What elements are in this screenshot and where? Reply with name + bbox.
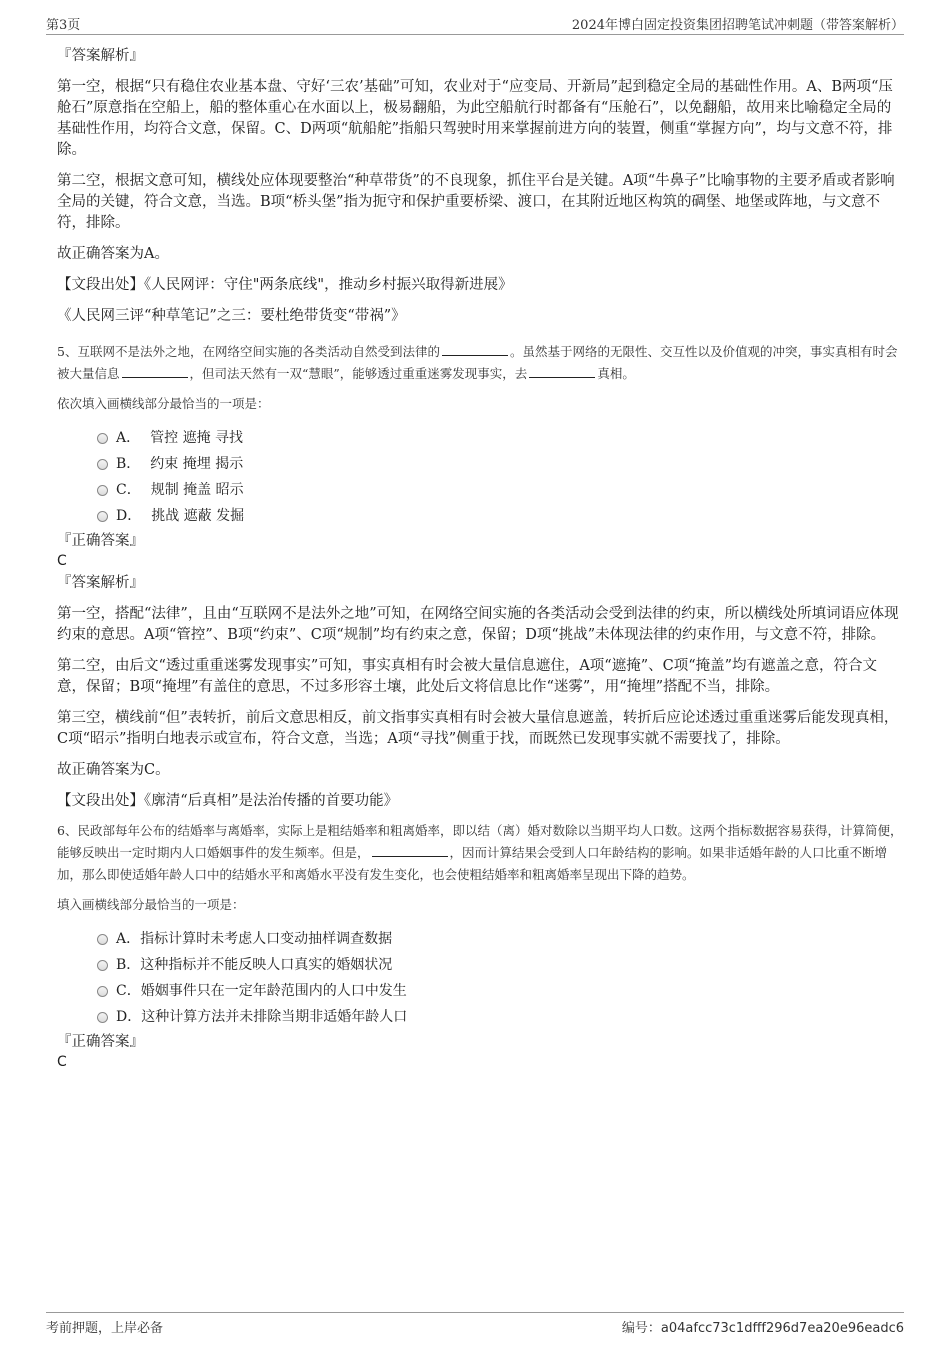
q5-prompt: 依次填入画横线部分最恰当的一项是： [57,396,270,411]
q6-option-c[interactable]: C．婚姻事件只在一定年龄范围内的人口中发生 [97,978,904,1004]
q5-analysis-para-2: 第二空，由后文“透过重重迷雾发现事实”可知，事实真相有时会被大量信息遮住，A项“遮掩”、C项“掩盖”均有遮盖之意，符合文意，保留；B项“掩埋”有盖住的意思，不过多形容土壤，此处后文将信息比作“迷雾”，用“掩埋”搭配不当，排除。 [57,658,878,695]
radio-icon[interactable] [97,485,108,496]
answer-blank [442,341,508,356]
q5-analysis-label: 『答案解析』 [57,575,144,591]
radio-icon[interactable] [97,934,108,945]
page-number: 第3页 [46,18,81,33]
q4-analysis-para-2: 第二空，根据文意可知，横线处应体现要整治“种草带货”的不良现象，抓住平台是关键。A项“牛鼻子”比喻事物的主要矛盾或者影响全局的关键，符合文意，当选。B项“桥头堡”指为扼守和保护重要桥梁、渡口，在其附近地区构筑的碉堡、地堡或阵地，与文意不符，排除。 [57,173,895,231]
radio-icon[interactable] [97,459,108,470]
document-title: 2024年博白固定投资集团招聘笔试冲刺题（带答案解析） [571,18,904,33]
page-footer [46,1312,904,1339]
radio-icon[interactable] [97,433,108,444]
q4-source-2: 《人民网三评“种草笔记”之三：要杜绝带货变“带祸”》 [57,308,406,324]
q6-answer-label: 『正确答案』 [57,1034,144,1050]
q6-option-b[interactable]: B．这种指标并不能反映人口真实的婚姻状况 [97,952,904,978]
q5-option-b[interactable]: B． 约束 掩埋 揭示 [97,451,904,477]
q5-source: 【文段出处】《廓清“后真相”是法治传播的首要功能》 [57,793,399,809]
q5-conclusion: 故正确答案为C。 [57,762,170,778]
q6-answer: C [57,1054,67,1070]
main-content [57,46,904,1072]
footer-slogan: 考前押题，上岸必备 [46,1321,164,1336]
q6-prompt: 填入画横线部分最恰当的一项是： [57,897,245,912]
q5-analysis-para-3: 第三空，横线前“但”表转折，前后文意思相反，前文指事实真相有时会被大量信息遮盖，转折后应论述透过重重迷雾后能发现真相，C项“昭示”指明白地表示或宣布，符合文意，当选；A项“寻找”侧重于找，而既然已发现事实就不需要找了，排除。 [57,710,899,747]
q4-source-1: 【文段出处】《人民网评：守住"两条底线"，推动乡村振兴取得新进展》 [57,277,513,293]
q5-stem: 5、互联网不是法外之地，在网络空间实施的各类活动自然受到法律的 。虽然基于网络的无限性、交互性以及价值观的冲突，事实真相有时会被大量信息 ，但司法天然有一双“慧眼”，能够透过重重迷雾发现事实，去 真相。 [57,341,904,385]
q5-option-d[interactable]: D． 挑战 遮蔽 发掘 [97,503,904,529]
q4-conclusion: 故正确答案为A。 [57,246,169,262]
q6-stem: 6、民政部每年公布的结婚率与离婚率，实际上是粗结婚率和粗离婚率，即以结（离）婚对数除以当期平均人口数。这两个指标数据容易获得，计算简便，能够反映出一定时期内人口婚姻事件的发生频率。但是， ，因而计算结果会受到人口年龄结构的影响。如果非适婚年龄的人口比重不断增加，那么即使适婚年龄人口中的结婚水平和离婚水平没有发生变化，也会使粗结婚率和粗离婚率呈现出下降的趋势。 [57,823,903,882]
q5-answer-label: 『正确答案』 [57,533,144,549]
q5-option-a[interactable]: A． 管控 遮掩 寻找 [97,425,904,451]
document-code: 编号：a04afcc73c1dfff296d7ea20e96eadc6 [621,1321,904,1336]
q6-option-a[interactable]: A．指标计算时未考虑人口变动抽样调查数据 [97,926,904,952]
q5-answer: C [57,553,67,569]
answer-blank [122,363,188,378]
answer-blank [529,363,595,378]
radio-icon[interactable] [97,1012,108,1023]
q6-option-d[interactable]: D．这种计算方法并未排除当期非适婚年龄人口 [97,1004,904,1030]
q5-options [57,425,904,529]
radio-icon[interactable] [97,511,108,522]
q4-analysis-para-1: 第一空，根据“只有稳住农业基本盘、守好‘三农’基础”可知，农业对于“应变局、开新局”起到稳定全局的基础性作用。A、B两项“压舱石”原意指在空船上，船的整体重心在水面以上，极易翻船，为此空船航行时都备有“压舱石”，以免翻船，故用来比喻稳定全局的基础性作用，均符合文意，保留。C、D两项“航船舵”指船只驾驶时用来掌握前进方向的装置，侧重“掌握方向”，均与文意不符，排除。 [57,79,893,158]
answer-blank [372,842,448,857]
radio-icon[interactable] [97,960,108,971]
q5-analysis-para-1: 第一空，搭配“法律”，且由“互联网不是法外之地”可知，在网络空间实施的各类活动会受到法律的约束，所以横线处所填词语应体现约束的意思。A项“管控”、B项“约束”、C项“规制”均有约束之意，保留；D项“挑战”未体现法律的约束作用，与文意不符，排除。 [57,606,899,643]
radio-icon[interactable] [97,986,108,997]
page-header [46,14,904,35]
q4-analysis-label: 『答案解析』 [57,48,144,64]
q5-option-c[interactable]: C． 规制 掩盖 昭示 [97,477,904,503]
q6-options [57,926,904,1030]
